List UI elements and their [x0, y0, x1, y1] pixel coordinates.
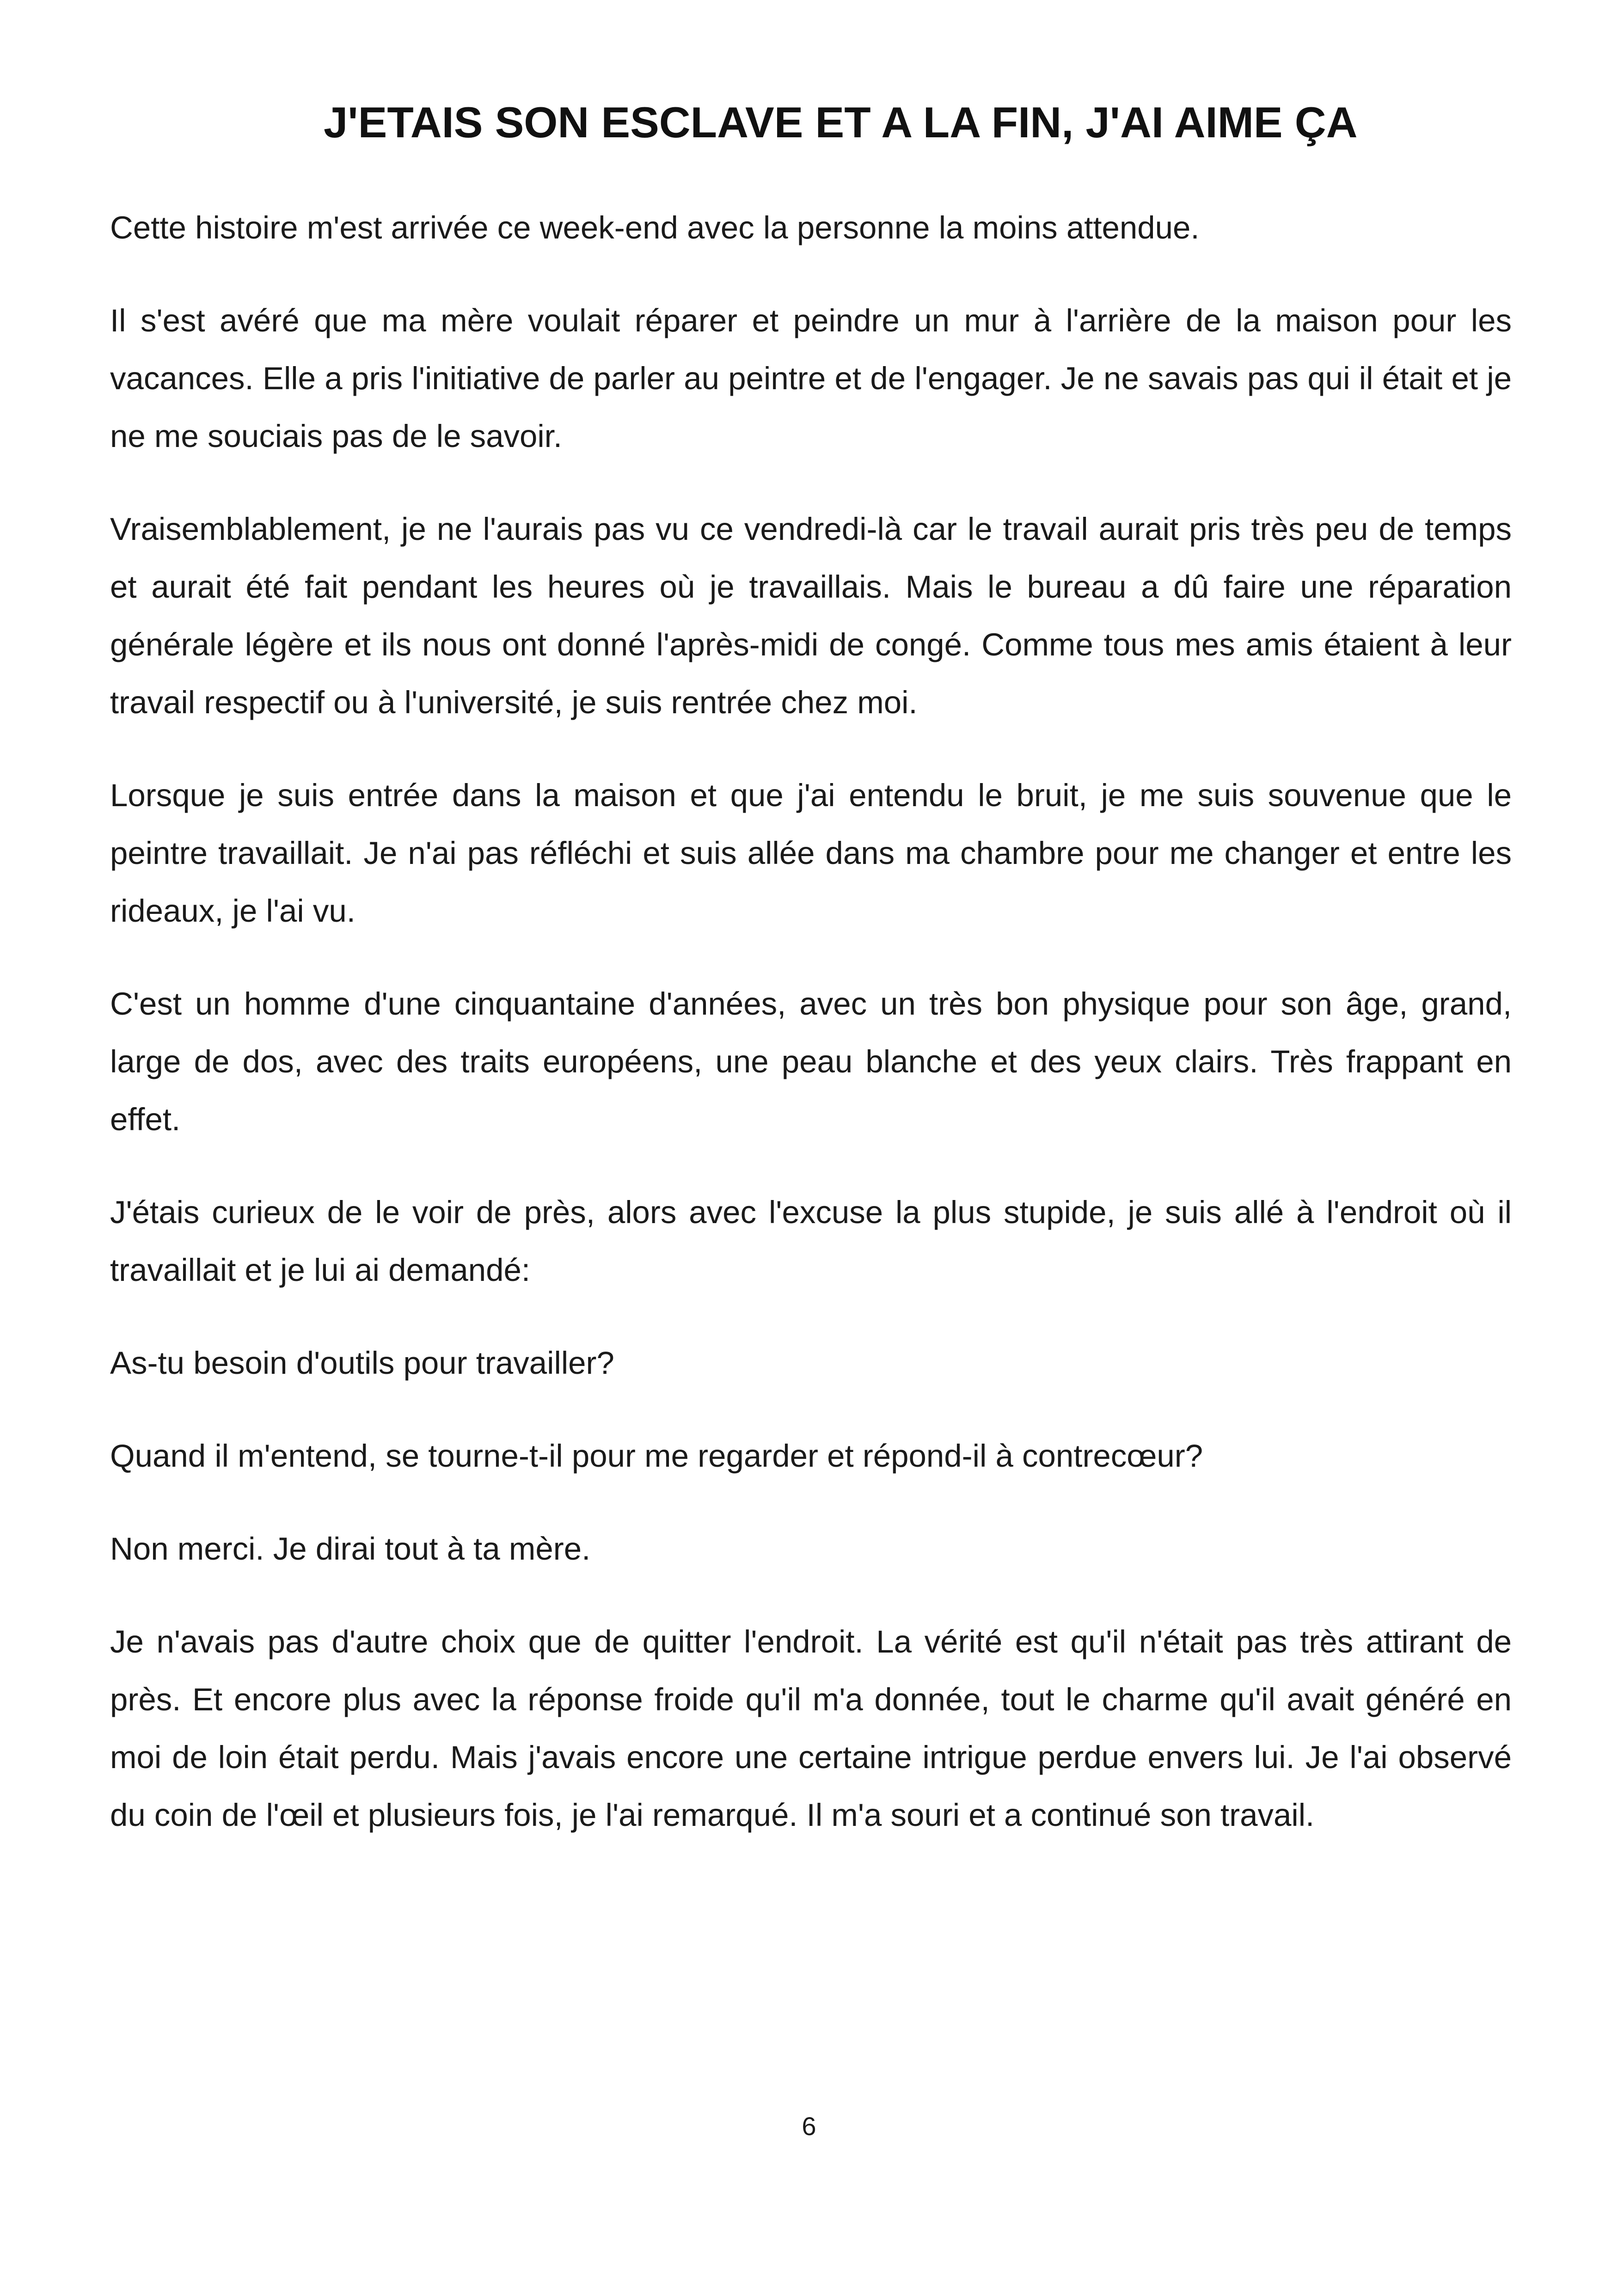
paragraph-3: Vraisemblablement, je ne l'aurais pas vu ce vendredi-là car le travail aurait pris très peu de temps et aurait été fait pendant les heures où je travaillais. Mais le bureau a dû faire une réparation générale légère et ils nous ont donné l'après-midi de congé. Comme tous mes amis étaient à leur travail respectif ou à l'université, je suis rentrée chez moi. [110, 511, 1512, 720]
paragraph-4: Lorsque je suis entrée dans la maison et que j'ai entendu le bruit, je me suis souvenue que le peintre travaillait. Je n'ai pas réfléchi et suis allée dans ma chambre pour me changer et entre les rideaux, je l'ai vu. [110, 778, 1512, 929]
paragraph-9: Non merci. Je dirai tout à ta mère. [110, 1531, 591, 1567]
paragraph-6: J'étais curieux de le voir de près, alors avec l'excuse la plus stupide, je suis allé à l'endroit où il travaillait et je lui ai demandé: [110, 1194, 1512, 1288]
paragraph-5: C'est un homme d'une cinquantaine d'années, avec un très bon physique pour son âge, grand, large de dos, avec des traits européens, une peau blanche et des yeux clairs. Très frappant en effet. [110, 986, 1512, 1137]
paragraph-8: Quand il m'entend, se tourne-t-il pour me regarder et répond-il à contrecœur? [110, 1438, 1203, 1474]
paragraph-10: Je n'avais pas d'autre choix que de quitter l'endroit. La vérité est qu'il n'était pas très attirant de près. Et encore plus avec la réponse froide qu'il m'a donnée, tout le charme qu'il avait généré en moi de loin était perdu. Mais j'avais encore une certaine intrigue perdue envers lui. Je l'ai observé du coin de l'œil et plusieurs fois, je l'ai remarqué. Il m'a souri et a continué son travail. [110, 1624, 1512, 1833]
paragraph-1: Cette histoire m'est arrivée ce week-end avec la personne la moins attendue. [110, 210, 1200, 245]
page-number: 6 [802, 2112, 816, 2141]
page-title: J'ETAIS SON ESCLAVE ET A LA FIN, J'AI AIME ÇA [324, 98, 1358, 147]
document-body [110, 199, 1512, 1879]
paragraph-7: As-tu besoin d'outils pour travailler? [110, 1345, 614, 1381]
paragraph-2: Il s'est avéré que ma mère voulait réparer et peindre un mur à l'arrière de la maison pour les vacances. Elle a pris l'initiative de parler au peintre et de l'engager. Je ne savais pas qui il était et je ne me souciais pas de le savoir. [110, 303, 1512, 454]
